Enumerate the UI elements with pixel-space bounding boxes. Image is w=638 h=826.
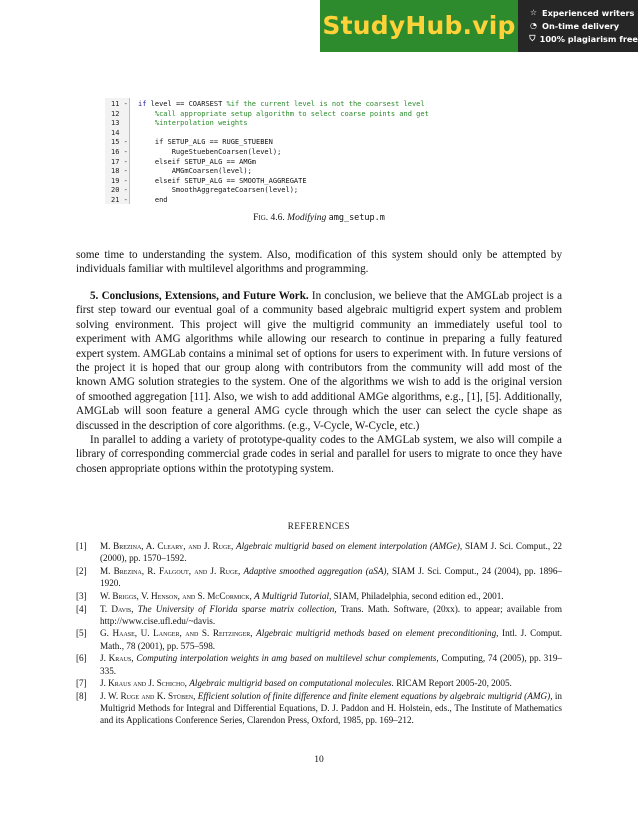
code-statement: if SETUP_ALG == RUGE_STUEBEN [138,138,273,147]
paragraph-parallel: In parallel to adding a variety of prototype-quality codes to the AMGLab system, we also will compile a library of corresponding commercial grade codes in serial and parallel for users to migrate to once they have chosen appropriate options within the prototyping system. [76,434,562,475]
code-comment: %interpolation weights [154,119,248,128]
reference-title: Algebraic multigrid methods based on element preconditioning, [256,628,499,639]
clock-icon: ◔ [530,21,537,30]
reference-details: Trans. Math. Software, (20xx). to appear; available from http://www.cise.ufl.edu/~davis. [100,603,563,626]
reference-details: Intl. J. Comput. Math., 78 (2001), pp. 575–598. [100,628,563,651]
line-number: 15 - [111,138,128,147]
reference-number: [5] [76,628,87,639]
reference-item [76,603,562,627]
paragraph-text: some time to understanding the system. Also, modification of this system should only be attempted by individuals familiar with multilevel algorithms and programming. [76,249,562,276]
line-number: 20 - [111,186,128,195]
paragraph-continuation [76,248,562,277]
feature-list [518,0,638,52]
reference-authors: W. Briggs, V. Henson, and S. McCormick, [100,590,252,601]
reference-authors: J. Kraus, [100,653,134,664]
reference-item [76,565,562,589]
reference-number: [6] [76,653,87,664]
reference-title: Efficient solution of finite difference and finite element equations by algebraic multigrid (AMG), [197,690,553,701]
code-statement: SmoothAggregateCoarsen(level); [138,186,299,195]
reference-details: in Multigrid Methods for Integral and Differential Equations, D. J. Paddon and H. Holstein, eds., The Institute of Mathematics and its Applications Conference Series, Clarendon Press, Oxford, 1985, pp. 169–212. [100,690,563,726]
code-statement: AMGmCoarsen(level); [138,167,252,176]
line-number: 16 - [111,148,128,156]
caption-label: Fig. 4.6. [253,213,285,223]
code-statement [138,110,155,118]
page-number: 10 [314,755,324,765]
code-statement: elseif SETUP_ALG == AMGm [138,157,257,166]
reference-item [76,590,562,602]
reference-authors: G. Haase, U. Langer, and S. Reitzinger, [100,628,253,639]
code-comment: %if the current level is not the coarsest level [226,100,425,108]
reference-authors: J. Kraus and J. Schicho, [100,678,187,689]
reference-item [76,652,562,676]
code-line [105,195,435,206]
feature-item [528,32,638,45]
reference-authors: J. W. Ruge and K. Stüben, [100,690,196,701]
caption-text: Modifying [287,213,327,223]
line-number: 17 - [111,157,128,166]
reference-number: [2] [76,565,87,576]
feature-label: 100% plagiarism free [539,33,638,44]
figure-caption [0,213,638,223]
line-number: 13 [111,119,120,128]
code-keyword: if [138,100,147,108]
shield-check-icon: ⛉ [529,33,536,43]
code-statement [138,119,155,127]
references-list [76,540,562,727]
line-number: 18 - [111,167,128,176]
reference-authors: M. Brezina, R. Falgout, and J. Ruge, [100,565,241,576]
reference-details: Computing, 74 (2005), pp. 319–335. [100,653,563,676]
reference-details: SIAM J. Sci. Comput., 24 (2004), pp. 1896–1920. [100,565,563,589]
ad-banner[interactable] [320,0,638,52]
reference-title: Algebraic multigrid based on element interpolation (AMGe), [235,541,463,551]
code-listing [105,98,435,204]
reference-details: RICAM Report 2005-20, 2005. [396,678,512,689]
brand-logo[interactable]: StudyHub.vip [320,0,518,52]
reference-details: SIAM, Philadelphia, second edition ed., 2001. [333,590,504,601]
reference-title: Computing interpolation weights in amg based on multilevel schur complements, [136,653,439,664]
code-statement: end [138,196,168,204]
code-text [138,195,168,206]
reference-title: Algebraic multigrid based on computational molecules. [189,678,394,689]
feature-item [528,19,638,32]
line-number: 21 - [111,196,128,204]
reference-item [76,627,562,651]
reference-number: [3] [76,590,87,601]
star-icon: ☆ [529,8,538,17]
code-statement: level == COARSEST [146,100,227,108]
reference-item [76,690,562,727]
reference-title: A Multigrid Tutorial, [254,590,332,601]
reference-item [76,677,562,689]
section-paragraph [76,289,562,433]
references-heading: REFERENCES [287,521,351,531]
line-number: 11 - [111,100,128,108]
code-statement: RugeStuebenCoarsen(level); [138,148,282,156]
code-comment: %call appropriate setup algorithm to select coarse points and get [154,109,429,118]
reference-title: Adaptive smoothed aggregation (aSA), [243,565,389,576]
feature-label: On-time delivery [542,20,620,31]
reference-title: The University of Florida sparse matrix collection, [137,603,337,614]
reference-number: [8] [76,690,87,701]
reference-number: [7] [76,678,87,689]
reference-number: [4] [76,603,87,614]
code-statement: elseif SETUP_ALG == SMOOTH_AGGREGATE [138,176,307,185]
section-heading: 5. Conclusions, Extensions, and Future Work. [90,290,309,302]
section-conclusions [76,289,562,476]
reference-authors: M. Brezina, A. Cleary, and J. Ruge, [100,541,234,551]
reference-number: [1] [76,541,87,551]
line-number: 12 [111,109,120,118]
caption-filename: amg_setup.m [328,213,385,223]
line-number: 19 - [111,176,128,185]
reference-authors: T. Davis, [100,603,134,614]
line-number: 14 [111,128,120,137]
section-text: In conclusion, we believe that the AMGLab project is a first step toward our eventual goal of a community based algebraic multigrid expert system and problem solving environment. This project will give the multigrid community an immediately useful tool to experiment with AMG algorithms while allowing our research to continue in preparing a fully featured expert system. AMGLab contains a minimal set of options for users to experiment with. In future versions of the project it is hoped that our group along with contributors from the community will add most of the known AMG solution strategies to the system. One of the algorithms we wish to add is the original version of smoothed aggregation [11]. Also, we wish to add additional AMGe algorithms, e.g., [1], [5]. Additionally, AMGLab will soon feature a general AMG cycle through which the user can select the cycle shape as discussed in the description of core algorithms. (e.g., V-Cycle, W-Cycle, etc.) [76,290,563,432]
feature-label: Experienced writers [542,7,635,18]
feature-item [528,6,638,19]
reference-details: SIAM J. Sci. Comput., 22 (2000), pp. 1570–1592. [100,541,563,564]
reference-item [76,540,562,564]
